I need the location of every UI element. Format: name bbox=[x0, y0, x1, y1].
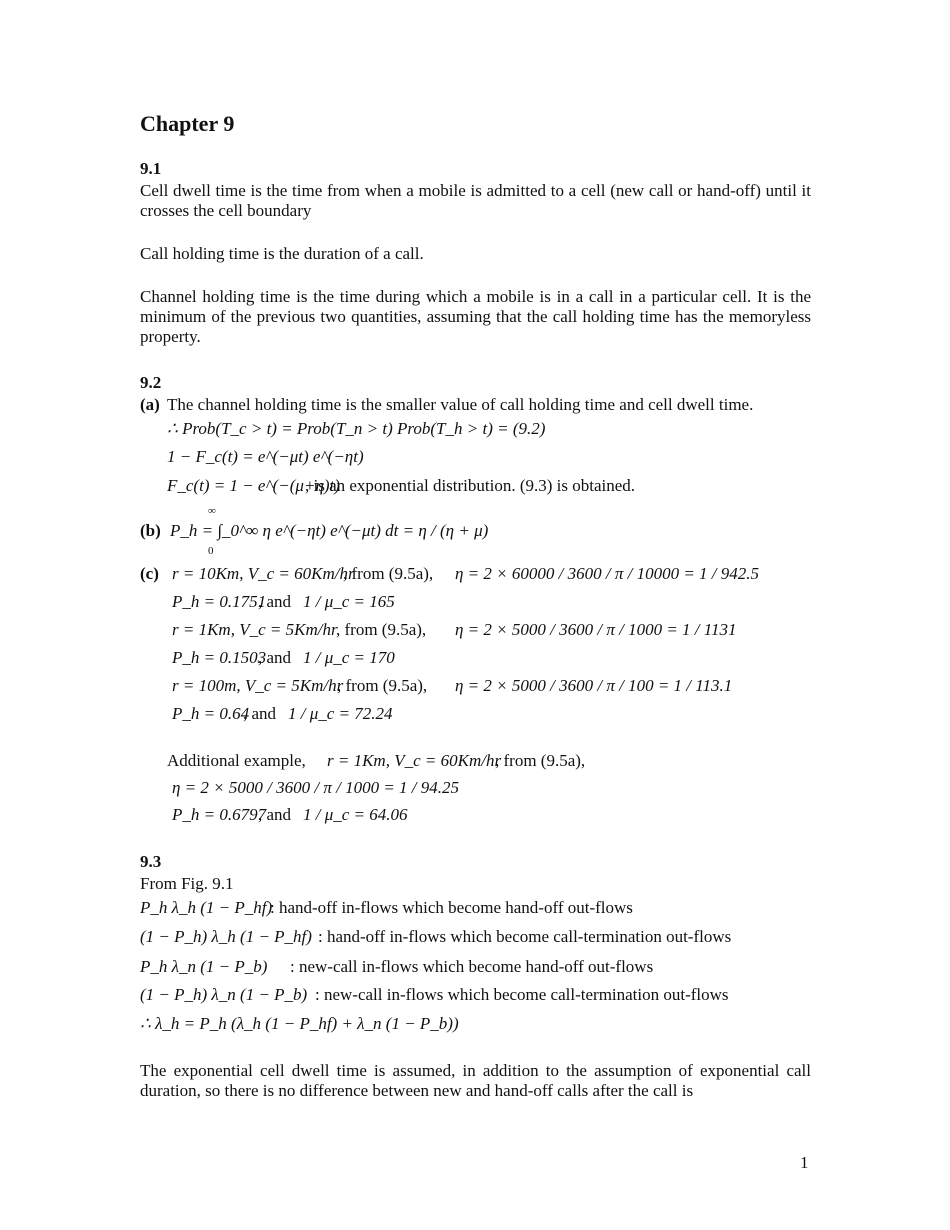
section-heading-9-1: 9.1 bbox=[140, 159, 162, 178]
flow-eq-4: (1 − P_h) λ_n (1 − P_b) bbox=[140, 985, 308, 1004]
chapter-title: Chapter 9 bbox=[140, 111, 235, 136]
additional-example-parameters: r = 1Km, V_c = 60Km/hr bbox=[327, 751, 502, 770]
c2-parameters: r = 1Km, V_c = 5Km/hr bbox=[172, 620, 338, 639]
part-a-text: The channel holding time is the smaller value of call holding time and cell dwell time. bbox=[167, 395, 754, 414]
page-number: 1 bbox=[800, 1153, 809, 1172]
integral-lower-limit: 0 bbox=[208, 545, 214, 557]
c3-from: , from (9.5a), bbox=[337, 676, 428, 695]
equation-fc-description: , is an exponential distribution. (9.3) is obtained. bbox=[305, 476, 636, 495]
equation-ph-integral: P_h = ∫_0^∞ η e^(−ηt) e^(−μt) dt = η / (η + μ) bbox=[170, 521, 489, 540]
c1-from: , from (9.5a), bbox=[343, 564, 434, 583]
flow-text-2: : hand-off in-flows which become call-termination out-flows bbox=[318, 927, 732, 946]
c2-from: , from (9.5a), bbox=[336, 620, 427, 639]
additional-example-and: , and bbox=[258, 805, 292, 824]
c1-mu: 1 / μ_c = 165 bbox=[303, 592, 395, 611]
additional-example-ph: P_h = 0.6797 bbox=[172, 805, 267, 824]
closing-paragraph: The exponential cell dwell time is assumed, in addition to the assumption of exponential call duration, so there is no difference between new and hand-off calls after the call is bbox=[140, 1061, 811, 1100]
c2-ph: P_h = 0.1503 bbox=[172, 648, 267, 667]
c3-eta: η = 2 × 5000 / 3600 / π / 100 = 1 / 113.1 bbox=[455, 676, 733, 695]
c3-parameters: r = 100m, V_c = 5Km/hr bbox=[172, 676, 344, 695]
flow-text-1: : hand-off in-flows which become hand-off out-flows bbox=[270, 898, 633, 917]
c2-and: , and bbox=[258, 648, 292, 667]
flow-text-4: : new-call in-flows which become call-termination out-flows bbox=[315, 985, 729, 1004]
from-fig-9-1: From Fig. 9.1 bbox=[140, 874, 234, 893]
equation-fc: F_c(t) = 1 − e^(−(μ+η)t) bbox=[167, 476, 340, 495]
paragraph-cell-dwell-time: Cell dwell time is the time from when a mobile is admitted to a cell (new call or hand-off) until it crosses the cell boundary bbox=[140, 181, 811, 220]
flow-text-3: : new-call in-flows which become hand-off out-flows bbox=[290, 957, 654, 976]
c1-ph: P_h = 0.1751 bbox=[172, 592, 267, 611]
part-b-label: (b) bbox=[140, 521, 161, 540]
part-a-label: (a) bbox=[140, 395, 160, 414]
c3-ph: P_h = 0.64 bbox=[172, 704, 250, 723]
flow-eq-3: P_h λ_n (1 − P_b) bbox=[140, 957, 268, 976]
additional-example-mu: 1 / μ_c = 64.06 bbox=[303, 805, 408, 824]
equation-prob-tc: ∴ Prob(T_c > t) = Prob(T_n > t) Prob(T_h > t) = (9.2) bbox=[167, 419, 546, 438]
part-c-label: (c) bbox=[140, 564, 159, 583]
additional-example-label: Additional example, bbox=[167, 751, 306, 770]
c1-parameters: r = 10Km, V_c = 60Km/hr bbox=[172, 564, 355, 583]
integral-upper-limit: ∞ bbox=[208, 505, 216, 517]
equation-one-minus-fc: 1 − F_c(t) = e^(−μt) e^(−ηt) bbox=[167, 447, 364, 466]
flow-eq-2: (1 − P_h) λ_h (1 − P_hf) bbox=[140, 927, 312, 946]
section-heading-9-3: 9.3 bbox=[140, 852, 162, 871]
section-heading-9-2: 9.2 bbox=[140, 373, 162, 392]
c2-mu: 1 / μ_c = 170 bbox=[303, 648, 395, 667]
c1-eta: η = 2 × 60000 / 3600 / π / 10000 = 1 / 942.5 bbox=[455, 564, 760, 583]
c3-mu: 1 / μ_c = 72.24 bbox=[288, 704, 393, 723]
paragraph-call-holding-time: Call holding time is the duration of a call. bbox=[140, 244, 424, 263]
c3-and: , and bbox=[243, 704, 277, 723]
c2-eta: η = 2 × 5000 / 3600 / π / 1000 = 1 / 1131 bbox=[455, 620, 737, 639]
c1-and: , and bbox=[258, 592, 292, 611]
paragraph-channel-holding-time: Channel holding time is the time during which a mobile is in a call in a particular cell. It is the minimum of the previous two quantities, assuming that the call holding time has the memoryless property. bbox=[140, 287, 811, 346]
additional-example-eta: η = 2 × 5000 / 3600 / π / 1000 = 1 / 94.25 bbox=[172, 778, 460, 797]
flow-balance-equation: ∴ λ_h = P_h (λ_h (1 − P_hf) + λ_n (1 − P_b)) bbox=[140, 1014, 459, 1033]
additional-example-from: , from (9.5a), bbox=[495, 751, 586, 770]
flow-eq-1: P_h λ_h (1 − P_hf) bbox=[140, 898, 273, 917]
